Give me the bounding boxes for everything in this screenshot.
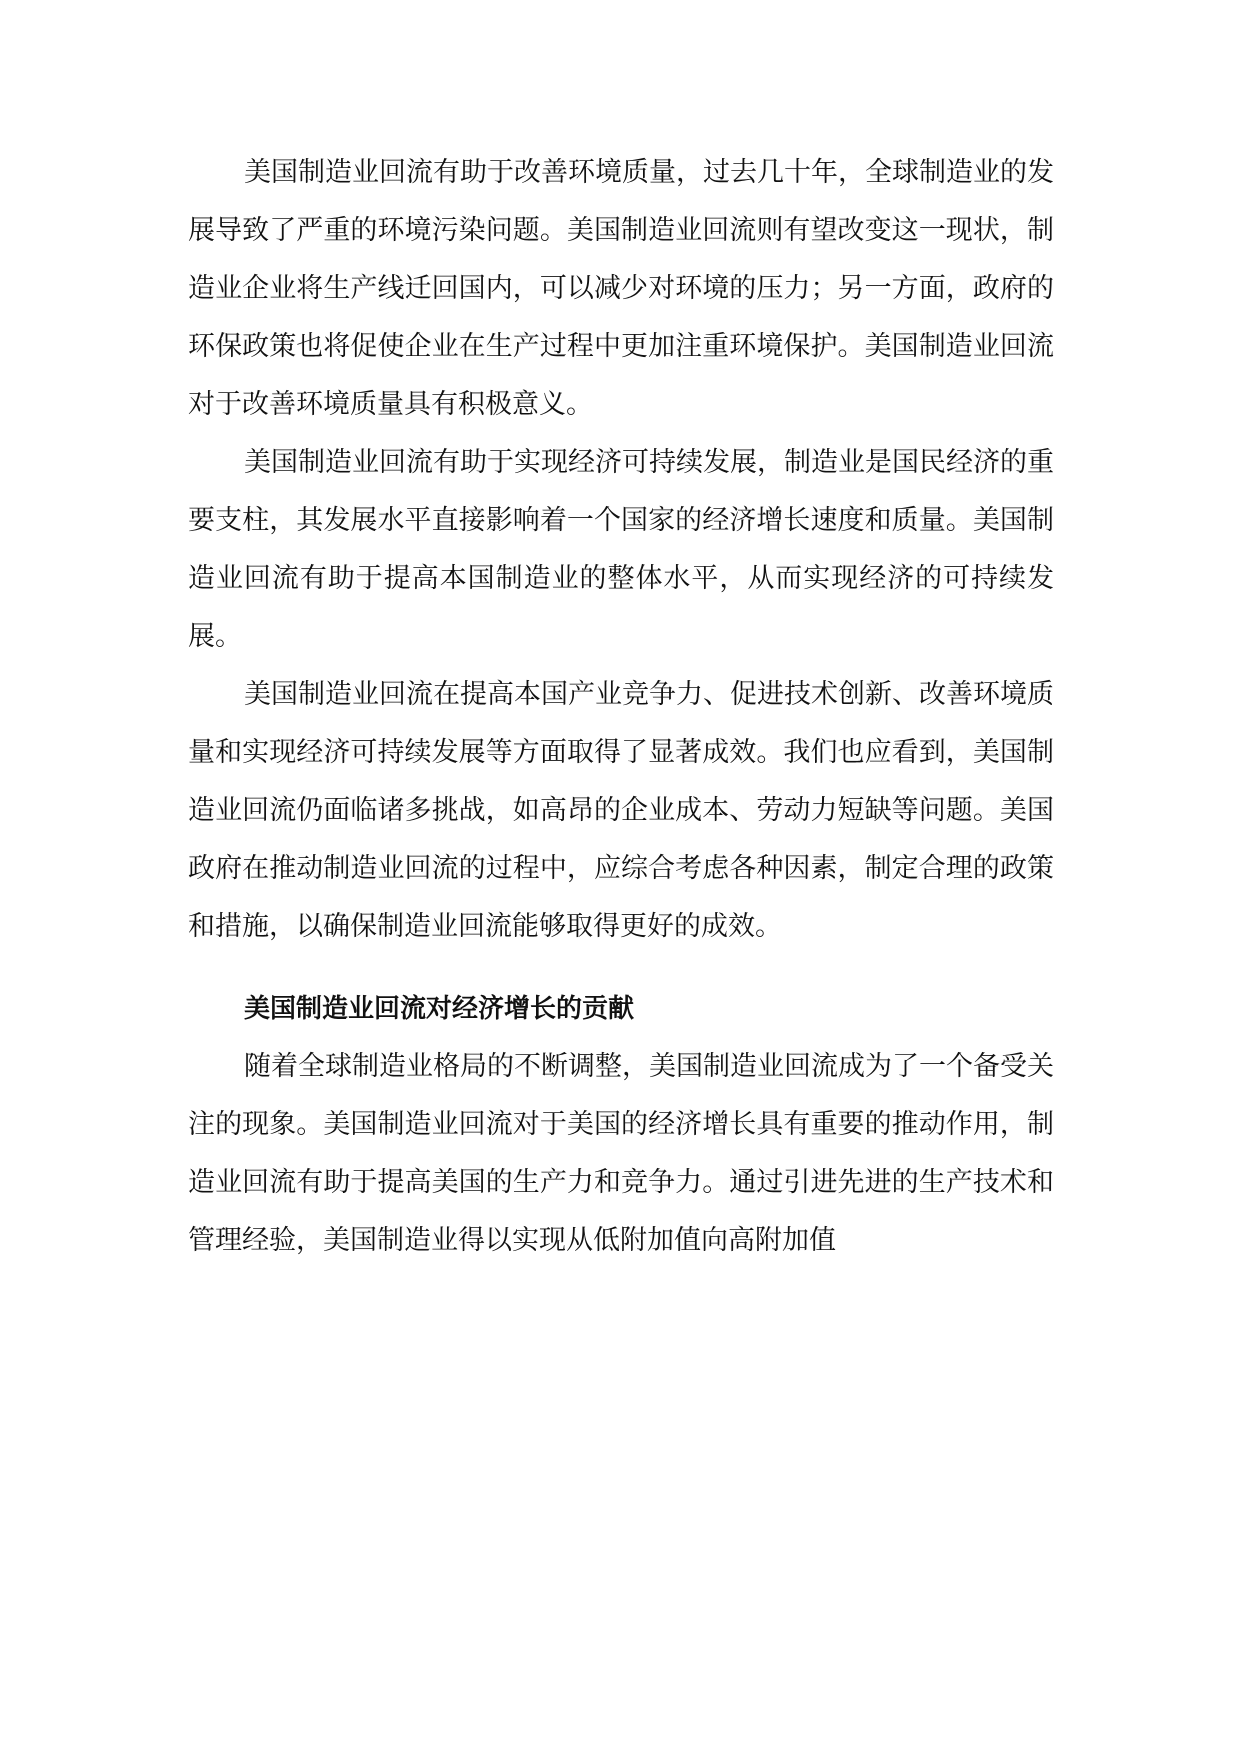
section-heading: 美国制造业回流对经济增长的贡献	[244, 994, 635, 1024]
paragraph-sustainable-development: 美国制造业回流有助于实现经济可持续发展，制造业是国民经济的重要支柱，其发展水平直接影响着一个国家的经济增长速度和质量。美国制造业回流有助于提高本国制造业的整体水平，从而实现经济的可持续发展。	[188, 447, 1054, 652]
paragraph-economic-growth: 随着全球制造业格局的不断调整，美国制造业回流成为了一个备受关注的现象。美国制造业回流对于美国的经济增长具有重要的推动作用，制造业回流有助于提高美国的生产力和竞争力。通过引进先进的生产技术和管理经验，美国制造业得以实现从低附加值向高附加值	[188, 1051, 1054, 1256]
paragraph-summary: 美国制造业回流在提高本国产业竞争力、促进技术创新、改善环境质量和实现经济可持续发展等方面取得了显著成效。我们也应看到，美国制造业回流仍面临诸多挑战，如高昂的企业成本、劳动力短缺等问题。美国政府在推动制造业回流的过程中，应综合考虑各种因素，制定合理的政策和措施，以确保制造业回流能够取得更好的成效。	[188, 679, 1054, 942]
paragraph-environment: 美国制造业回流有助于改善环境质量，过去几十年，全球制造业的发展导致了严重的环境污染问题。美国制造业回流则有望改变这一现状，制造业企业将生产线迁回国内，可以减少对环境的压力；另一方面，政府的环保政策也将促使企业在生产过程中更加注重环境保护。美国制造业回流对于改善环境质量具有积极意义。	[188, 157, 1054, 420]
document-body	[188, 144, 1054, 1270]
